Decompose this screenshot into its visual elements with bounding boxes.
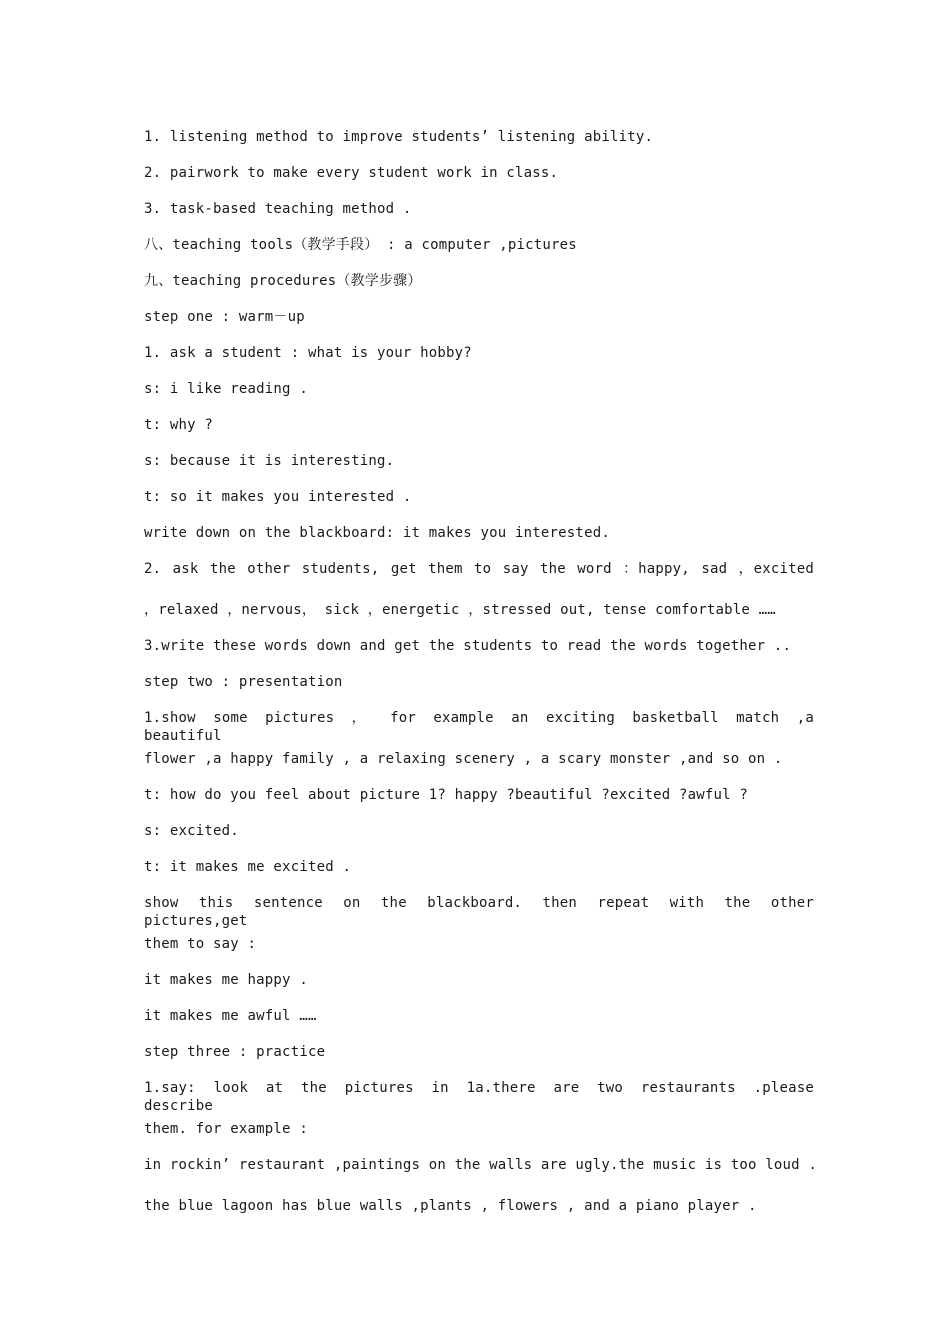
text-line: 1.say: look at the pictures in 1a.there are two restaurants .please describe <box>144 1080 814 1114</box>
step-heading: step one : warm－up <box>144 309 305 325</box>
text-line: 1. ask a student : what is your hobby? <box>144 345 472 361</box>
text-line: 1.show some pictures ， for example an exciting basketball match ,a beautiful <box>144 710 814 744</box>
text-line: them. for example : <box>144 1121 308 1137</box>
text-line: t: so it makes you interested . <box>144 489 412 505</box>
text-line: write down on the blackboard: it makes you interested. <box>144 525 610 541</box>
text-line: t: it makes me excited . <box>144 859 352 875</box>
text-line: show this sentence on the blackboard. then repeat with the other pictures,get <box>144 895 814 929</box>
text-line: 3. task-based teaching method . <box>144 201 412 217</box>
text-line: it makes me awful …… <box>144 1008 317 1024</box>
text-line: 2. pairwork to make every student work in class. <box>144 165 559 181</box>
text-line: ，relaxed ，nervous， sick ，energetic ，stressed out, tense comfortable …… <box>144 602 776 618</box>
section-heading: 八、teaching tools（教学手段） : a computer ,pictures <box>144 237 577 253</box>
text-line: s: i like reading . <box>144 381 308 397</box>
text-line: it makes me happy . <box>144 972 308 988</box>
text-line: t: why ? <box>144 417 214 433</box>
step-heading: step three : practice <box>144 1044 326 1060</box>
text-line: flower ,a happy family , a relaxing scenery , a scary monster ,and so on . <box>144 751 783 767</box>
text-line: the blue lagoon has blue walls ,plants , flowers , and a piano player . <box>144 1198 757 1214</box>
text-line: them to say : <box>144 936 257 952</box>
text-line: 2. ask the other students, get them to say the word ：happy, sad ，excited <box>144 561 814 577</box>
text-line: in rockin’ restaurant ,paintings on the walls are ugly.the music is too loud . <box>144 1157 818 1173</box>
text-line: t: how do you feel about picture 1? happy ?beautiful ?excited ?awful ? <box>144 787 749 803</box>
text-line: 3.write these words down and get the students to read the words together .. <box>144 638 792 654</box>
text-line: 1. listening method to improve students’ listening ability. <box>144 129 654 145</box>
text-line: s: because it is interesting. <box>144 453 395 469</box>
section-heading: 九、teaching procedures（教学步骤） <box>144 273 422 289</box>
text-line: s: excited. <box>144 823 239 839</box>
step-heading: step two : presentation <box>144 674 343 690</box>
